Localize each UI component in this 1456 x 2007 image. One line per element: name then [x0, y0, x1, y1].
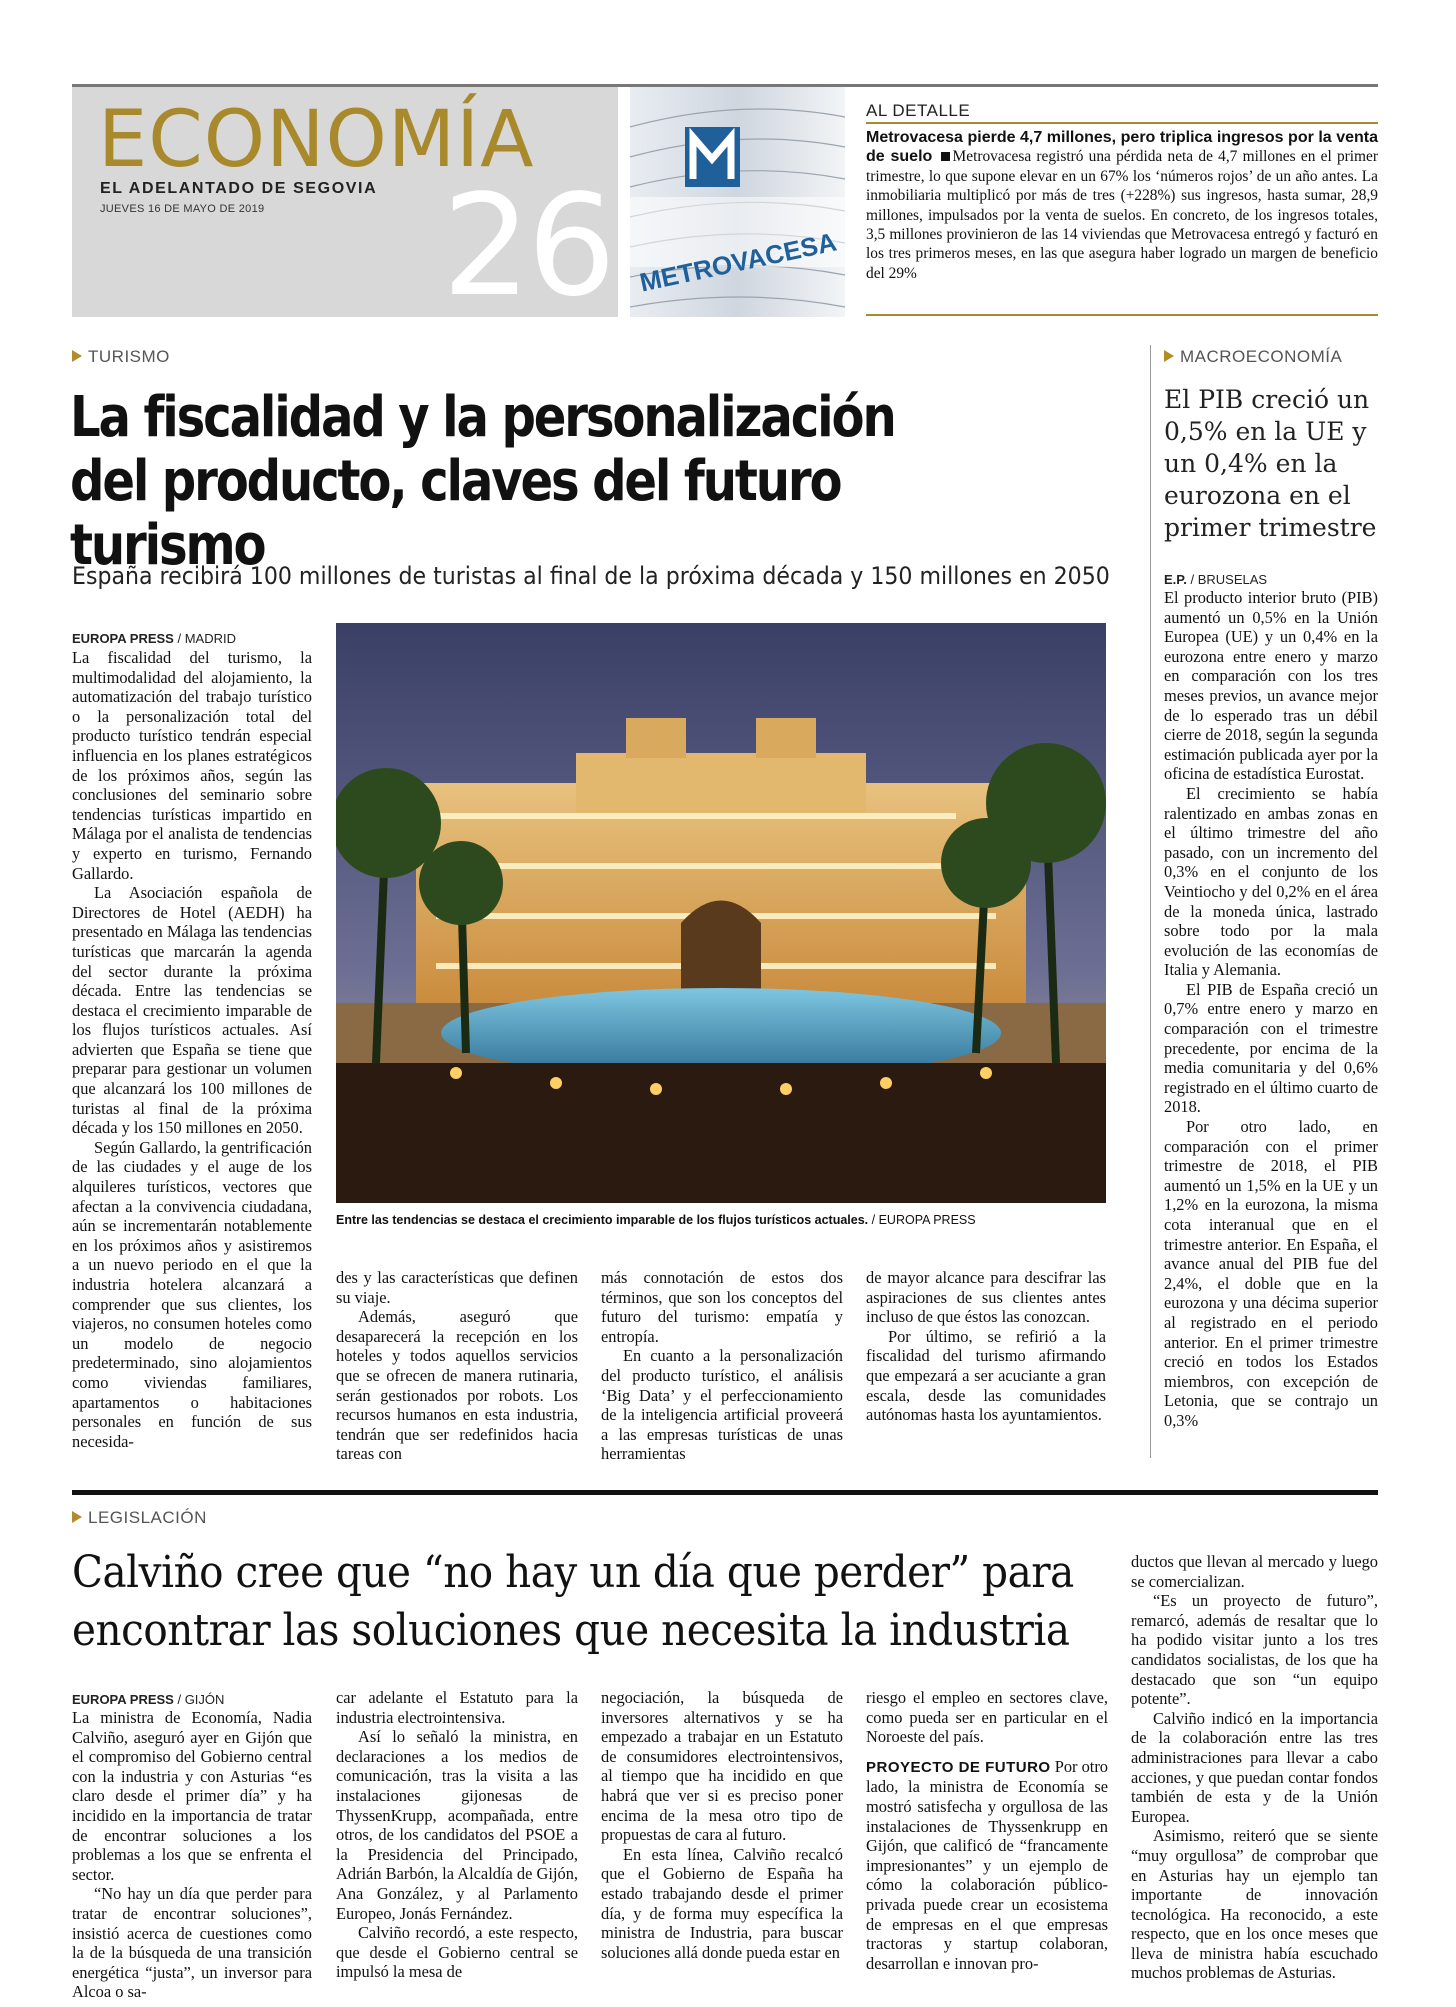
paragraph: de mayor alcance para descifrar las aspiraciones de sus clientes antes incluso de que éstos las conozcan.: [866, 1268, 1106, 1327]
paragraph: negociación, la búsqueda de inversores alternativos y se ha empezado a trabajar en un Estatuto de consumidores electrointensivos, al tiempo que ha incidido en que habrá que ver si es preciso poner encima de la mesa otro tipo de propuestas de cara al futuro.: [601, 1688, 843, 1845]
turismo-column-4: [866, 1268, 1106, 1425]
legislacion-headline: Calviño cree que “no hay un día que perder” para encontrar las soluciones que necesita la industria: [72, 1547, 1074, 1656]
legislacion-column-4: [866, 1688, 1108, 1973]
metrovacesa-photo: [630, 87, 845, 317]
page-number: 26: [442, 165, 613, 328]
paragraph: Por último, se refirió a la fiscalidad del turismo afirmando que empezará a ser acuciante a gran escala, desde las comunidades autónomas hasta los ayuntamientos.: [866, 1326, 1106, 1425]
paragraph: El crecimiento se había ralentizado en ambas zonas en el último trimestre del año pasado, con un incremento del 0,3% en el conjunto de los Veintiocho y del 0,2% en el área de la moneda única, lastrado sobre todo por la mala evolución de las economías de Italia y Alemania.: [1164, 783, 1378, 980]
macro-headline: El PIB creció un 0,5% en la UE y un 0,4% en la eurozona en el primer trimestre: [1164, 385, 1377, 542]
macro-body: [1164, 588, 1378, 1431]
paragraph: Así lo señaló la ministra, en declaraciones a los medios de comunicación, tras la visita a las instalaciones gijonesas de ThyssenKrupp, acompañada, entre otros, de los candidatos del PSOE a la Presidencia del Principado, Adrián Barbón, la Alcaldía de Gijón, Ana González, y al Parlamento Europeo, Jonás Fernández.: [336, 1727, 578, 1923]
section-divider: [72, 1490, 1378, 1495]
paragraph: Por otro lado, en comparación con el primer trimestre de 2018, el PIB aumentó un 1,5% en la UE y un 1,2% en la eurozona, la misma cota interanual que en el trimestre anterior. En España, el avance anual del PIB fue del 2,4%, el doble que en la eurozona y una décima superior al registrado en el periodo anterior. En el primer trimestre creció en todos los Estados miembros, con excepción de Letonia, que se contrajo un 0,3%: [1164, 1117, 1378, 1430]
paragraph: más connotación de estos dos términos, que son los conceptos del futuro del turismo: empatía y entropía.: [601, 1268, 843, 1346]
paragraph: En esta línea, Calviño recalcó que el Gobierno de España ha estado trabajando desde el primer día, y de forma muy específica la ministra de Industria, para buscar soluciones allá donde pueda estar en: [601, 1844, 843, 1962]
turismo-label: TURISMO: [72, 347, 170, 367]
hotel-photo: [336, 623, 1106, 1203]
newspaper-name: EL ADELANTADO DE SEGOVIA: [100, 180, 378, 197]
paragraph: “No hay un día que perder para tratar de encontrar soluciones”, insistió acerca de cuestiones como la de la búsqueda de una transición energética “justa”, un inversor para Alcoa o sa-: [72, 1884, 312, 2002]
macro-byline: E.P. / BRUSELAS: [1164, 572, 1268, 587]
turismo-byline: EUROPA PRESS / MADRID: [72, 631, 236, 646]
legislacion-label: LEGISLACIÓN: [72, 1508, 207, 1528]
paragraph: des y las características que definen su viaje.: [336, 1268, 578, 1307]
paragraph: Calviño indicó en la importancia de la colaboración entre las tres administraciones para llevar a cabo acciones, y que puedan contar fondos también de esta y de la Unión Europea.: [1131, 1708, 1378, 1826]
paragraph: Según Gallardo, la gentrificación de las ciudades y el auge de los alquileres turísticos, vectores que afectan a la convivencia ciudadana, aún se incrementarán notablemente en los próximos años y asistiremos a un nuevo periodo en el que la industria hotelera alcanzará a comprender que sus clientes, los viajeros, no consumen hoteles como un modelo de negocio predeterminado, sino alojamientos como viviendas familiares, apartamentos o habitaciones personales en función de sus necesida-: [72, 1137, 312, 1451]
issue-date: JUEVES 16 DE MAYO DE 2019: [100, 203, 265, 215]
subhead-proyecto-de-futuro: PROYECTO DE FUTURO: [866, 1758, 1051, 1776]
paragraph: ductos que llevan al mercado y luego se comercializan.: [1131, 1552, 1378, 1591]
legislacion-column-5: [1131, 1552, 1378, 1983]
paragraph: Además, aseguró que desaparecerá la recepción en los hoteles y todos aquellos servicios que se ofrecen de manera rutinaria, serán gestionados por robots. Los recursos humanos en esta industria, tendrán que ser redefinidos hacia tareas con: [336, 1307, 578, 1464]
paragraph: El producto interior bruto (PIB) aumentó un 0,5% en la Unión Europea (UE) y un 0,4% en la eurozona entre enero y marzo en comparación con los tres meses previos, un avance mejor de lo esperado tras un débil cierre de 2018, según la segunda estimación publicada ayer por la oficina de estadística Eurostat.: [1164, 588, 1378, 784]
paragraph: La fiscalidad del turismo, la multimodalidad del alojamiento, la automatización del trabajo turístico o la personalización total del producto turístico tendrán especial influencia en los planes estratégicos de los próximos años, según las conclusiones del seminario sobre tendencias turísticas impartido en Málaga por el analista de tendencias y experto en turismo, Fernando Gallardo.: [72, 648, 312, 883]
paragraph: La ministra de Economía, Nadia Calviño, aseguró ayer en Gijón que el compromiso del Gobierno central con la industria y con Asturias “es claro desde el primer día” y ha incidido en la importancia de tratar de encontrar soluciones a los problemas a los que se enfrenta el sector.: [72, 1708, 312, 1884]
paragraph: riesgo el empleo en sectores clave, como pueda ser en particular en el Noroeste del país.: [866, 1688, 1108, 1747]
turismo-column-2: [336, 1268, 578, 1464]
legislacion-column-1: [72, 1708, 312, 2002]
al-detalle-label: AL DETALLE: [866, 101, 971, 120]
paragraph: El PIB de España creció un 0,7% entre enero y marzo en comparación con el trimestre precedente, por encima de la media comunitaria y del 0,6% registrado en el último cuarto de 2018.: [1164, 979, 1378, 1117]
paragraph: “Es un proyecto de futuro”, remarcó, además de resaltar que lo ha podido visitar junto a los tres candidatos socialistas, de los que ha destacado que son “un equipo potente”.: [1131, 1591, 1378, 1709]
building-sign-text: METROVACESA: [636, 226, 840, 298]
legislacion-byline: EUROPA PRESS / GIJÓN: [72, 1692, 225, 1707]
turismo-column-3: [601, 1268, 843, 1464]
paragraph: En cuanto a la personalización del producto turístico, el análisis ‘Big Data’ y el perfeccionamiento de la inteligencia artificial proveerá a las empresas turísticas de unas herramientas: [601, 1346, 843, 1464]
paragraph: Calviño recordó, a este respecto, que desde el Gobierno central se impulsó la mesa de: [336, 1923, 578, 1982]
section-marker-icon: [72, 1511, 82, 1523]
macro-label: MACROECONOMÍA: [1164, 347, 1342, 367]
paragraph: PROYECTO DE FUTURO Por otro lado, la ministra de Economía se mostró satisfecha y orgullosa de las instalaciones de Thyssenkrupp en Gijón, que calificó de “francamente impresionantes” y un ejemplo de cómo la colaboración público-privada puede crear un ecosistema de empresas en el que empresas tractoras y startup colaboran, desarrollan e innovan pro-: [866, 1756, 1108, 1973]
paragraph: Asimismo, reiteró que se siente “muy orgullosa” de comprobar que en Asturias hay un ejemplo tan importante de innovación tecnológica. Ha reconocido, a este respecto, que en los once meses que lleva de ministra había escuchado muchos problemas de Asturias.: [1131, 1826, 1378, 1983]
paragraph: La Asociación española de Directores de Hotel (AEDH) ha presentado en Málaga las tendencias turísticas que marcarán la agenda del sector durante la próxima década. Entre las tendencias se destaca el crecimiento imparable de los flujos turísticos actuales. Así advierten que España se tiene que preparar para gestionar un volumen que alcanzará los 100 millones de turistas al final de la próxima década y los 150 millones en 2050.: [72, 883, 312, 1138]
hotel-photo-caption: Entre las tendencias se destaca el crecimiento imparable de los flujos turísticos actuales. / EUROPA PRESS: [336, 1213, 976, 1227]
legislacion-column-3: [601, 1688, 843, 1962]
al-detalle-brief: [866, 128, 1378, 283]
turismo-column-1: [72, 648, 312, 1451]
square-bullet: [941, 152, 950, 161]
turismo-headline: La fiscalidad y la personalización del producto, claves del futuro turismo: [70, 385, 895, 578]
legislacion-column-2: [336, 1688, 578, 1982]
al-detalle-body: Metrovacesa registró una pérdida neta de 4,7 millones en el primer trimestre, lo que supone elevar en un 67% los ‘números rojos’ de un año antes. La inmobiliaria multiplicó por más de tres (+228%) sus ingresos, hasta sumar, 28,9 millones, impulsados por la venta de suelos. En concreto, de los ingresos totales, 3,5 millones provinieron de las 14 viviendas que Metrovacesa entregó y facturó en los tres primeros meses, en las que asegura haber logrado un margen de beneficio del 29%: [866, 148, 1378, 282]
al-detalle-headline: Metrovacesa pierde 4,7 millones, pero triplica ingresos por la venta de suelo: [866, 129, 1378, 166]
paragraph: car adelante el Estatuto para la industria electrointensiva.: [336, 1688, 578, 1727]
section-marker-icon: [1164, 350, 1174, 362]
section-title: ECONOMÍA: [98, 95, 535, 185]
section-marker-icon: [72, 350, 82, 362]
turismo-subhead: España recibirá 100 millones de turistas al final de la próxima década y 150 millones en 2050: [72, 562, 1110, 590]
